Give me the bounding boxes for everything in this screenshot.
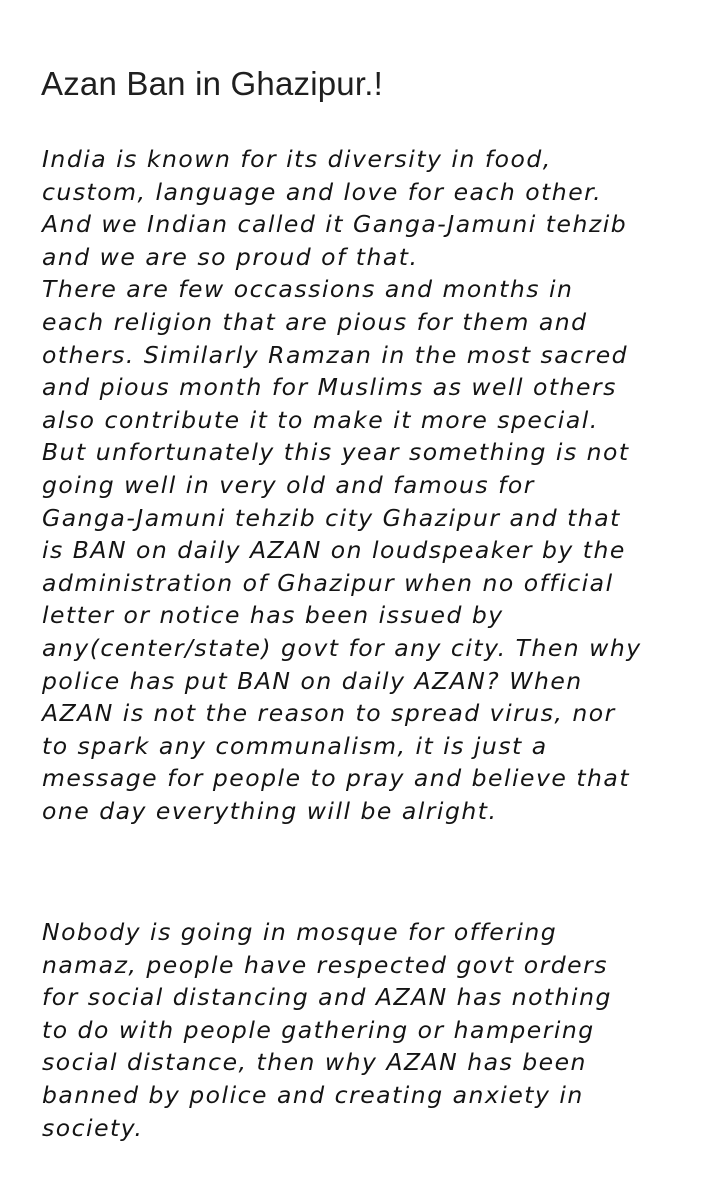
paragraph-1 xyxy=(42,143,692,827)
text-line: and pious month for Muslims as well others xyxy=(42,373,617,402)
text-line: There are few occassions and months in xyxy=(42,275,574,304)
text-line: administration of Ghazipur when no official xyxy=(42,568,614,597)
text-line: is BAN on daily AZAN on loudspeaker by the xyxy=(42,536,626,565)
text-line: police has put BAN on daily AZAN? When xyxy=(42,666,583,695)
text-line: social distance, then why AZAN has been xyxy=(42,1048,587,1077)
text-line: to do with people gathering or hampering xyxy=(42,1015,595,1044)
text-line: also contribute it to make it more special. xyxy=(42,405,599,434)
text-line: any(center/state) govt for any city. Then why xyxy=(42,633,642,662)
text-line: going well in very old and famous for xyxy=(42,470,535,499)
text-line: letter or notice has been issued by xyxy=(42,601,504,630)
text-line: each religion that are pious for them and xyxy=(42,307,588,336)
text-line: message for people to pray and believe that xyxy=(42,764,631,793)
text-line: Ganga-Jamuni tehzib city Ghazipur and that xyxy=(42,503,621,532)
text-line: and we are so proud of that. xyxy=(42,242,419,271)
text-line: banned by police and creating anxiety in xyxy=(42,1080,584,1109)
text-line: one day everything will be alright. xyxy=(42,796,498,825)
text-line: others. Similarly Ramzan in the most sacred xyxy=(42,340,629,369)
text-line: AZAN is not the reason to spread virus, nor xyxy=(42,699,616,728)
text-line: to spark any communalism, it is just a xyxy=(42,731,548,760)
text-line: India is known for its diversity in food, xyxy=(42,145,552,173)
text-line: for social distancing and AZAN has nothing xyxy=(42,983,612,1012)
text-line: namaz, people have respected govt orders xyxy=(42,950,609,979)
text-line: And we Indian called it Ganga-Jamuni tehzib xyxy=(42,210,628,239)
text-line: But unfortunately this year something is not xyxy=(42,438,630,467)
note-title: Azan Ban in Ghazipur.! xyxy=(41,65,383,102)
paragraph-2 xyxy=(42,916,692,1144)
text-line: custom, language and love for each other. xyxy=(42,177,603,206)
text-line: society. xyxy=(42,1113,144,1142)
text-line: Nobody is going in mosque for offering xyxy=(42,918,558,946)
